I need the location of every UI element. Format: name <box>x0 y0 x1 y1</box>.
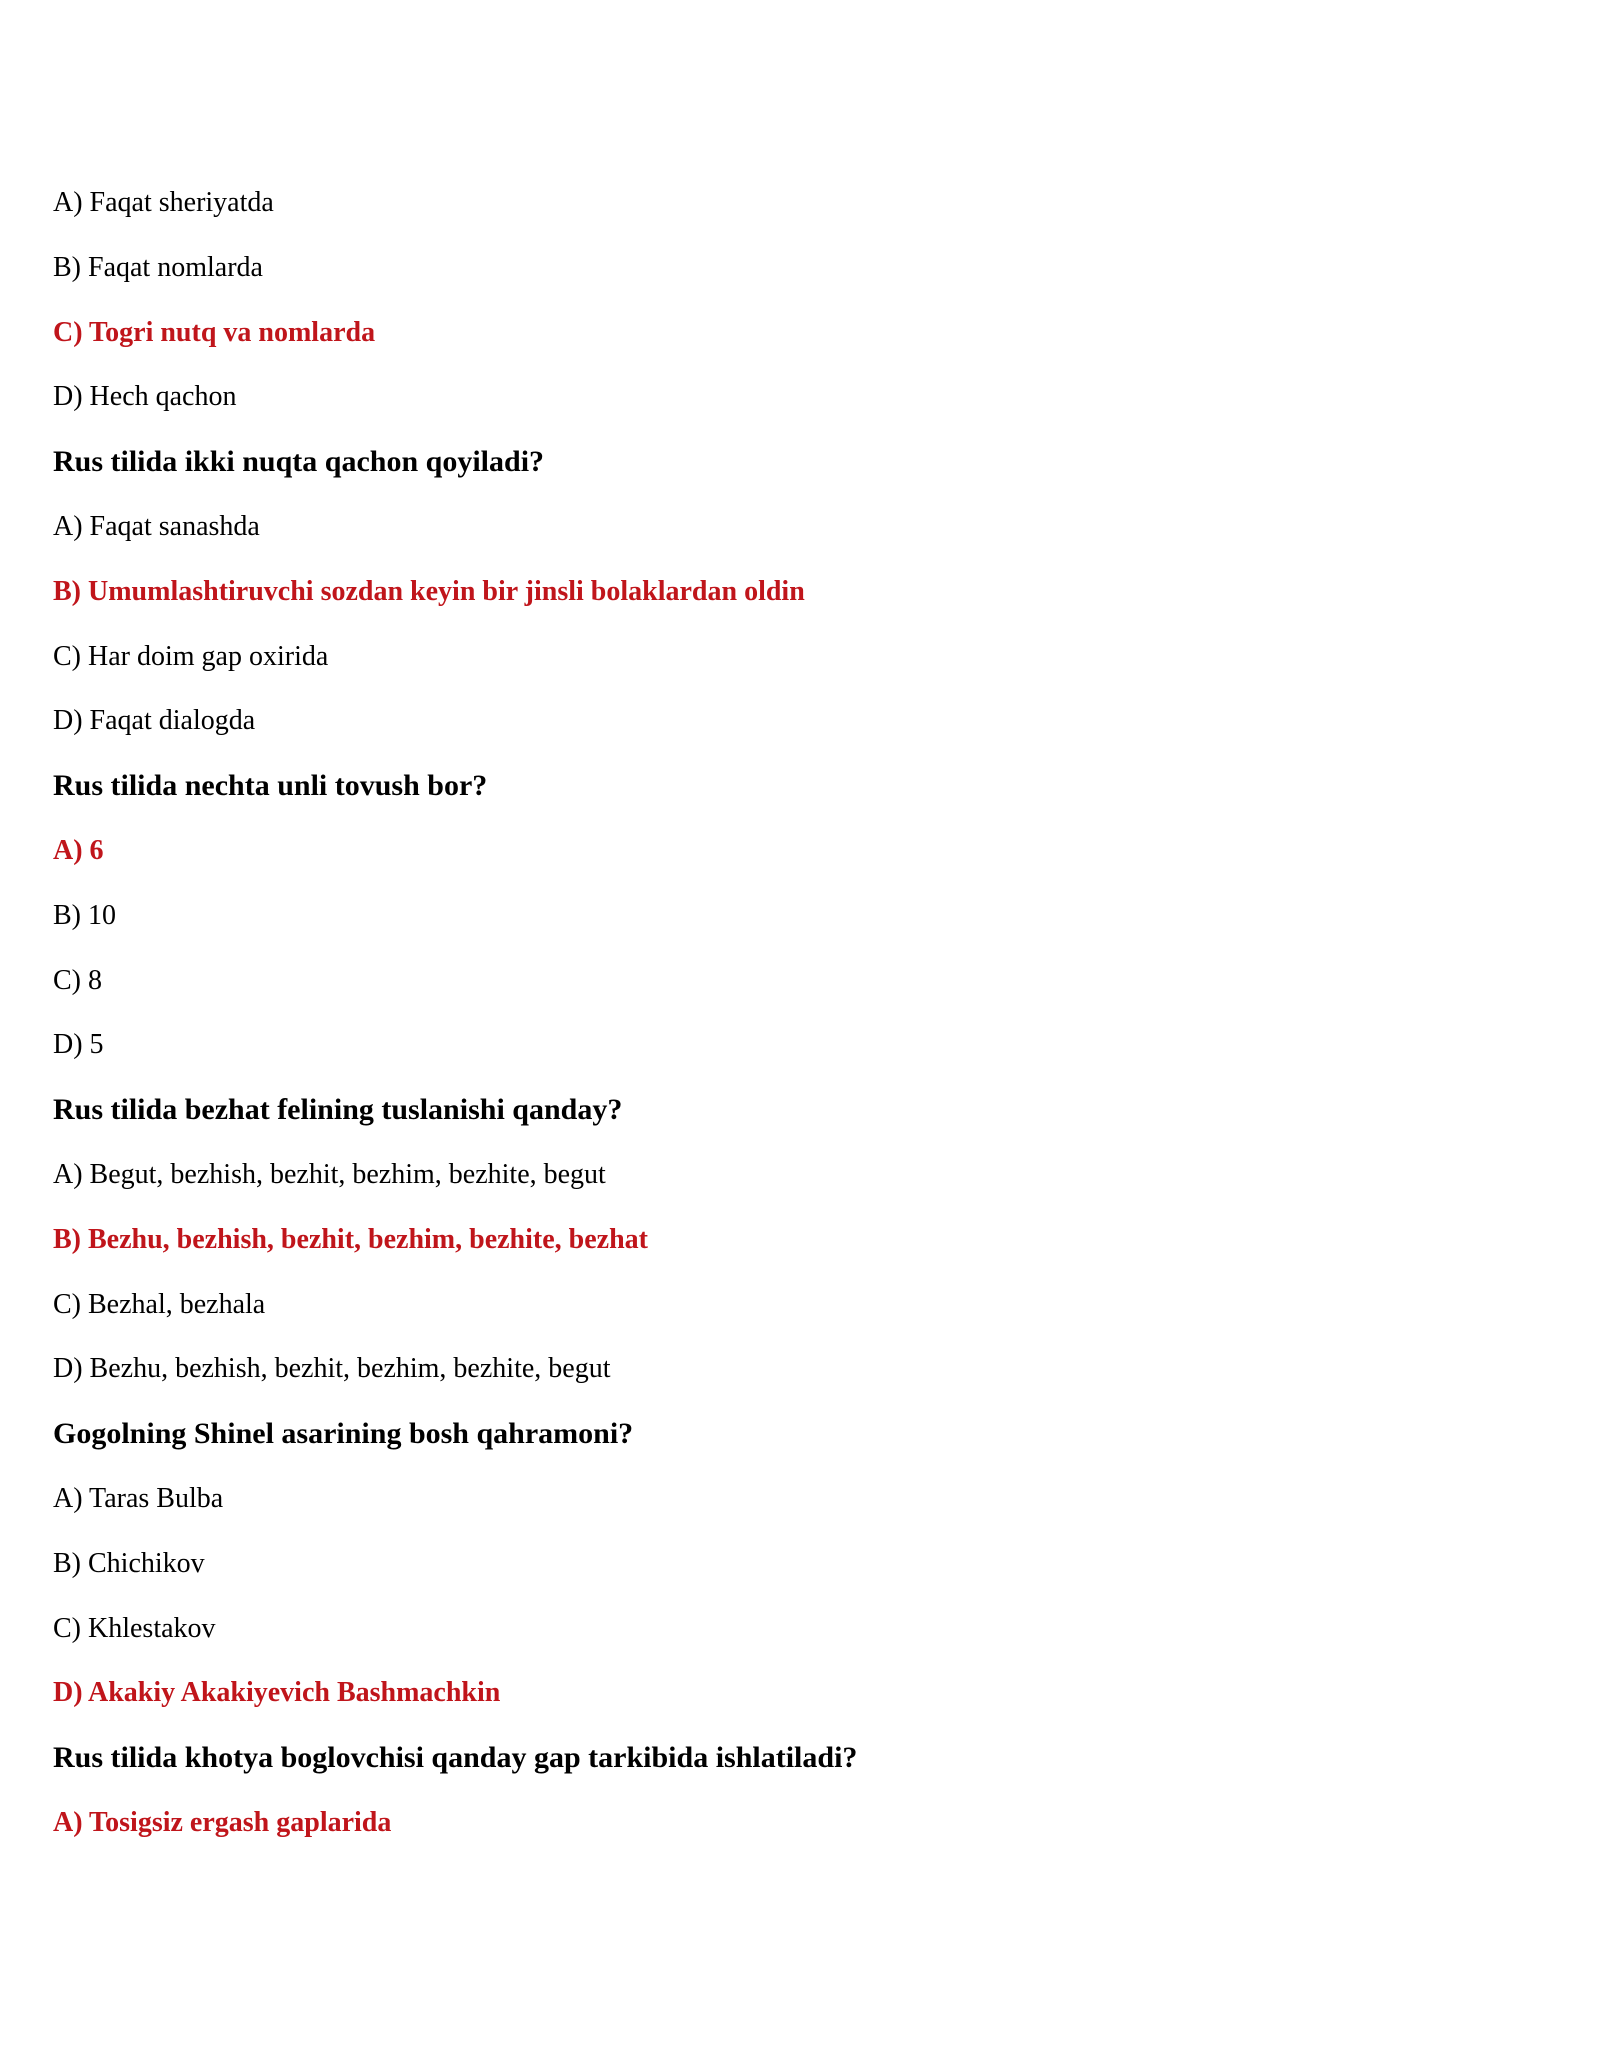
option-3c: C) 8 <box>53 964 102 996</box>
option-1a: A) Faqat sheriyatda <box>53 187 274 218</box>
question-2: Rus tilida ikki nuqta qachon qoyiladi? <box>53 445 545 479</box>
option-4d: D) Bezhu, bezhish, bezhit, bezhim, bezhite, begut <box>53 1353 611 1385</box>
question-4: Rus tilida bezhat felining tuslanishi qanday? <box>53 1093 623 1127</box>
option-3a-correct: A) 6 <box>53 834 104 866</box>
option-4c: C) Bezhal, bezhala <box>53 1288 266 1320</box>
question-6: Rus tilida khotya boglovchisi qanday gap tarkibida ishlatiladi? <box>53 1741 858 1775</box>
option-2c: C) Har doim gap oxirida <box>53 640 329 672</box>
question-5: Gogolning Shinel asarining bosh qahramoni? <box>53 1417 634 1451</box>
option-1d: D) Hech qachon <box>53 381 237 413</box>
option-2b-correct: B) Umumlashtiruvchi sozdan keyin bir jinsli bolaklardan oldin <box>53 575 805 607</box>
option-3d: D) 5 <box>53 1029 104 1061</box>
option-5a: A) Taras Bulba <box>53 1482 224 1514</box>
option-4a: A) Begut, bezhish, bezhit, bezhim, bezhite, begut <box>53 1158 606 1190</box>
option-1c-correct: C) Togri nutq va nomlarda <box>53 316 376 348</box>
question-3: Rus tilida nechta unli tovush bor? <box>53 769 488 803</box>
option-4b-correct: B) Bezhu, bezhish, bezhit, bezhim, bezhite, bezhat <box>53 1223 648 1255</box>
option-5c: C) Khlestakov <box>53 1612 216 1644</box>
option-2d: D) Faqat dialogda <box>53 705 256 737</box>
option-2a: A) Faqat sanashda <box>53 510 260 542</box>
option-5b: B) Chichikov <box>53 1547 205 1579</box>
option-5d-correct: D) Akakiy Akakiyevich Bashmachkin <box>53 1677 501 1709</box>
option-6a-correct: A) Tosigsiz ergash gaplarida <box>53 1806 392 1838</box>
quiz-page <box>53 186 1553 1840</box>
option-1b: B) Faqat nomlarda <box>53 251 263 283</box>
option-3b: B) 10 <box>53 899 116 931</box>
